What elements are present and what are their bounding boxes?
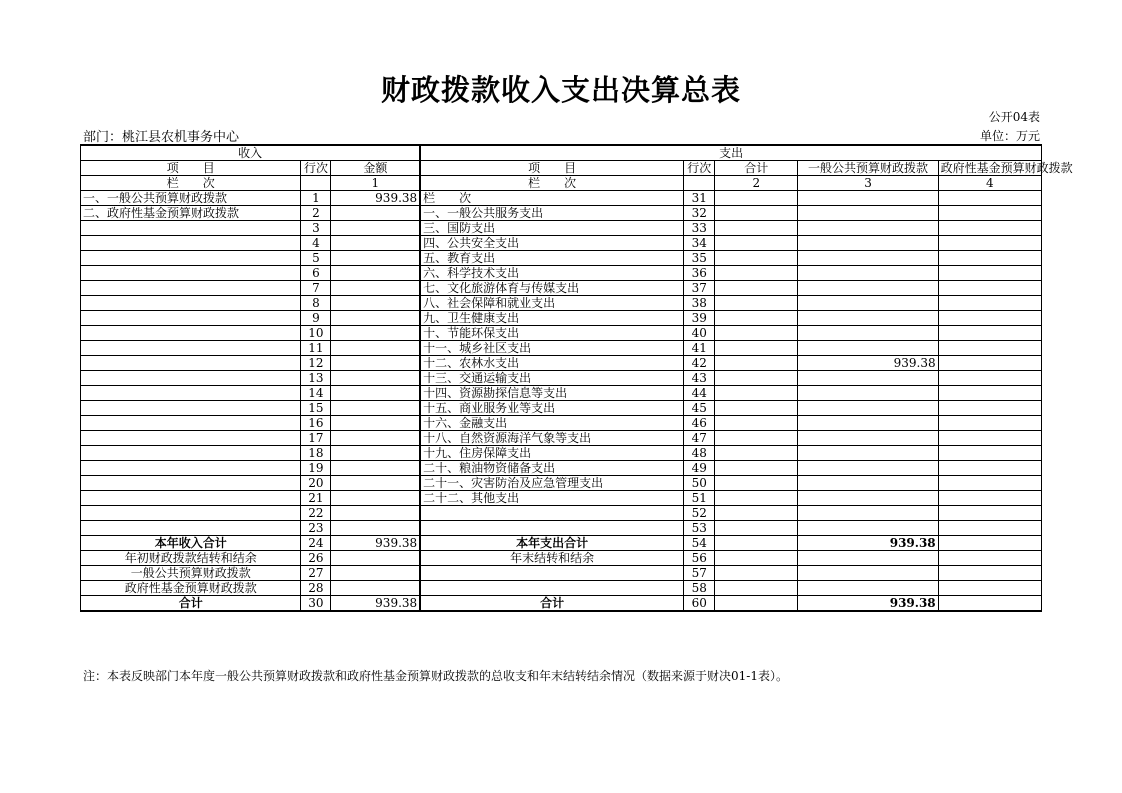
income-amount — [331, 461, 420, 476]
table-row — [81, 401, 1042, 416]
expense-item: 年末结转和结余 — [420, 551, 684, 566]
income-row-no: 8 — [301, 296, 331, 311]
summary-row — [81, 596, 1042, 612]
expense-total — [715, 581, 798, 596]
table-row — [81, 266, 1042, 281]
general-budget-amount — [798, 476, 938, 491]
income-row-no: 4 — [301, 236, 331, 251]
expense-item: 二十一、灾害防治及应急管理支出 — [420, 476, 684, 491]
table-row — [81, 326, 1042, 341]
general-budget-amount — [798, 416, 938, 431]
gov-fund-amount — [938, 536, 1041, 551]
expense-item: 本年支出合计 — [420, 536, 684, 551]
expense-row-no: 35 — [684, 251, 715, 266]
general-budget-amount: 939.38 — [798, 356, 938, 371]
income-item — [81, 461, 301, 476]
general-budget-amount — [798, 341, 938, 356]
table-row — [81, 311, 1042, 326]
income-row-no: 3 — [301, 221, 331, 236]
income-row-no: 6 — [301, 266, 331, 281]
summary-row — [81, 566, 1042, 581]
gov-fund-amount — [938, 446, 1041, 461]
expense-row-no: 38 — [684, 296, 715, 311]
gov-fund-amount — [938, 236, 1041, 251]
income-item — [81, 506, 301, 521]
income-row-no: 22 — [301, 506, 331, 521]
header-row-section — [81, 145, 1042, 161]
expense-total — [715, 296, 798, 311]
expense-item: 十五、商业服务业等支出 — [420, 401, 684, 416]
gov-fund-amount — [938, 221, 1041, 236]
income-item — [81, 311, 301, 326]
expense-row-no: 50 — [684, 476, 715, 491]
income-item — [81, 446, 301, 461]
income-item — [81, 296, 301, 311]
income-amount — [331, 221, 420, 236]
gov-fund-header: 政府性基金预算财政拨款 — [938, 161, 1041, 176]
expense-row-no: 49 — [684, 461, 715, 476]
gov-fund-amount — [938, 476, 1041, 491]
general-budget-amount — [798, 221, 938, 236]
income-amount — [331, 236, 420, 251]
general-budget-header: 一般公共预算财政拨款 — [798, 161, 938, 176]
income-amount — [331, 446, 420, 461]
general-budget-amount — [798, 311, 938, 326]
gov-fund-amount — [938, 251, 1041, 266]
column-2: 2 — [715, 176, 798, 191]
column-blank — [301, 176, 331, 191]
expense-item: 十三、交通运输支出 — [420, 371, 684, 386]
header-row-columns — [81, 161, 1042, 176]
table-row — [81, 521, 1042, 536]
income-amount — [331, 206, 420, 221]
income-item — [81, 356, 301, 371]
income-amount — [331, 311, 420, 326]
expense-total — [715, 536, 798, 551]
expense-total — [715, 416, 798, 431]
footnote: 注：本表反映部门本年度一般公共预算财政拨款和政府性基金预算财政拨款的总收支和年末结转结余情况（数据来源于财决01-1表）。 — [83, 669, 788, 683]
gov-fund-amount — [938, 311, 1041, 326]
income-amount — [331, 521, 420, 536]
expense-item: 五、教育支出 — [420, 251, 684, 266]
expense-rowno-header: 行次 — [684, 161, 715, 176]
expense-row-no: 53 — [684, 521, 715, 536]
expense-column-label: 栏 次 — [420, 176, 684, 191]
column-label: 栏 次 — [81, 176, 301, 191]
expense-total-header: 合计 — [715, 161, 798, 176]
general-budget-amount — [798, 281, 938, 296]
expense-total — [715, 356, 798, 371]
income-amount — [331, 356, 420, 371]
income-amount — [331, 251, 420, 266]
expense-item: 十八、自然资源海洋气象等支出 — [420, 431, 684, 446]
page-title: 财政拨款收入支出决算总表 — [380, 73, 741, 107]
expense-row-no: 41 — [684, 341, 715, 356]
gov-fund-amount — [938, 506, 1041, 521]
income-amount: 939.38 — [331, 596, 420, 612]
income-amount — [331, 506, 420, 521]
income-item-header: 项 目 — [81, 161, 301, 176]
expense-row-no: 45 — [684, 401, 715, 416]
gov-fund-amount — [938, 281, 1041, 296]
income-row-no: 7 — [301, 281, 331, 296]
column-number-row — [81, 176, 1042, 191]
income-row-no: 30 — [301, 596, 331, 612]
table-row — [81, 356, 1042, 371]
table-row — [81, 461, 1042, 476]
expense-item: 二十、粮油物资储备支出 — [420, 461, 684, 476]
expense-item: 十二、农林水支出 — [420, 356, 684, 371]
expense-row-no: 34 — [684, 236, 715, 251]
income-row-no: 27 — [301, 566, 331, 581]
general-budget-amount — [798, 461, 938, 476]
expense-row-no: 44 — [684, 386, 715, 401]
gov-fund-amount — [938, 551, 1041, 566]
income-row-no: 24 — [301, 536, 331, 551]
income-row-no: 11 — [301, 341, 331, 356]
column-3: 3 — [798, 176, 938, 191]
expense-item: 一、一般公共服务支出 — [420, 206, 684, 221]
table-row — [81, 341, 1042, 356]
expense-item: 合计 — [420, 596, 684, 612]
table-row — [81, 191, 1042, 206]
income-row-no: 19 — [301, 461, 331, 476]
gov-fund-amount — [938, 266, 1041, 281]
table-row — [81, 491, 1042, 506]
income-row-no: 20 — [301, 476, 331, 491]
general-budget-amount: 939.38 — [798, 596, 938, 612]
expense-total — [715, 341, 798, 356]
expense-total — [715, 446, 798, 461]
summary-row — [81, 551, 1042, 566]
expense-item-header: 项 目 — [420, 161, 684, 176]
income-header: 收入 — [81, 145, 421, 161]
gov-fund-amount — [938, 191, 1041, 206]
income-row-no: 9 — [301, 311, 331, 326]
income-amount — [331, 416, 420, 431]
expense-total — [715, 251, 798, 266]
expense-row-no: 33 — [684, 221, 715, 236]
gov-fund-amount — [938, 491, 1041, 506]
income-amount — [331, 341, 420, 356]
expense-item: 栏 次 — [420, 191, 684, 206]
income-amount — [331, 581, 420, 596]
summary-row — [81, 581, 1042, 596]
expense-row-no: 32 — [684, 206, 715, 221]
gov-fund-amount — [938, 326, 1041, 341]
column-blank — [684, 176, 715, 191]
table-row — [81, 506, 1042, 521]
table-row — [81, 251, 1042, 266]
income-amount: 939.38 — [331, 536, 420, 551]
income-item — [81, 386, 301, 401]
income-row-no: 28 — [301, 581, 331, 596]
income-row-no: 16 — [301, 416, 331, 431]
expense-total — [715, 521, 798, 536]
expense-total — [715, 401, 798, 416]
expense-total — [715, 221, 798, 236]
expense-total — [715, 281, 798, 296]
income-amount — [331, 326, 420, 341]
gov-fund-amount — [938, 401, 1041, 416]
income-amount — [331, 401, 420, 416]
unit-label: 单位：万元 — [979, 129, 1040, 143]
table-row — [81, 221, 1042, 236]
table-row — [81, 371, 1042, 386]
income-item — [81, 521, 301, 536]
general-budget-amount — [798, 401, 938, 416]
expense-item — [420, 506, 684, 521]
income-item — [81, 221, 301, 236]
income-amount — [331, 371, 420, 386]
table-row — [81, 416, 1042, 431]
expense-total — [715, 476, 798, 491]
general-budget-amount — [798, 551, 938, 566]
gov-fund-amount — [938, 206, 1041, 221]
expense-total — [715, 596, 798, 612]
general-budget-amount — [798, 326, 938, 341]
income-item — [81, 326, 301, 341]
table-row — [81, 206, 1042, 221]
gov-fund-amount — [938, 386, 1041, 401]
expense-item: 十一、城乡社区支出 — [420, 341, 684, 356]
income-item — [81, 251, 301, 266]
expense-item: 七、文化旅游体育与传媒支出 — [420, 281, 684, 296]
income-amount — [331, 491, 420, 506]
expense-row-no: 31 — [684, 191, 715, 206]
expense-row-no: 57 — [684, 566, 715, 581]
income-item: 合计 — [81, 596, 301, 612]
income-item — [81, 281, 301, 296]
income-row-no: 15 — [301, 401, 331, 416]
table-row — [81, 446, 1042, 461]
expense-row-no: 54 — [684, 536, 715, 551]
gov-fund-amount — [938, 356, 1041, 371]
income-item: 本年收入合计 — [81, 536, 301, 551]
gov-fund-amount — [938, 296, 1041, 311]
expense-row-no: 52 — [684, 506, 715, 521]
income-item: 一般公共预算财政拨款 — [81, 566, 301, 581]
table-row — [81, 431, 1042, 446]
expense-row-no: 37 — [684, 281, 715, 296]
gov-fund-amount — [938, 416, 1041, 431]
gov-fund-amount — [938, 371, 1041, 386]
general-budget-amount — [798, 581, 938, 596]
income-item: 一、一般公共预算财政拨款 — [81, 191, 301, 206]
general-budget-amount — [798, 566, 938, 581]
expense-item: 三、国防支出 — [420, 221, 684, 236]
expense-total — [715, 386, 798, 401]
income-item: 政府性基金预算财政拨款 — [81, 581, 301, 596]
income-item — [81, 476, 301, 491]
column-1: 1 — [331, 176, 420, 191]
general-budget-amount — [798, 296, 938, 311]
expense-total — [715, 206, 798, 221]
income-amount — [331, 551, 420, 566]
general-budget-amount — [798, 431, 938, 446]
gov-fund-amount — [938, 581, 1041, 596]
general-budget-amount — [798, 251, 938, 266]
expense-row-no: 58 — [684, 581, 715, 596]
income-amount-header: 金额 — [331, 161, 420, 176]
expense-total — [715, 371, 798, 386]
expense-row-no: 46 — [684, 416, 715, 431]
income-amount — [331, 476, 420, 491]
income-row-no: 10 — [301, 326, 331, 341]
expense-total — [715, 326, 798, 341]
general-budget-amount — [798, 491, 938, 506]
expense-header: 支出 — [420, 145, 1041, 161]
income-item — [81, 236, 301, 251]
general-budget-amount — [798, 506, 938, 521]
column-4: 4 — [938, 176, 1041, 191]
income-row-no: 12 — [301, 356, 331, 371]
general-budget-amount — [798, 446, 938, 461]
general-budget-amount: 939.38 — [798, 536, 938, 551]
income-amount — [331, 296, 420, 311]
expense-total — [715, 566, 798, 581]
general-budget-amount — [798, 266, 938, 281]
income-item — [81, 491, 301, 506]
general-budget-amount — [798, 236, 938, 251]
income-item — [81, 401, 301, 416]
table-row — [81, 476, 1042, 491]
expense-item: 十九、住房保障支出 — [420, 446, 684, 461]
expense-row-no: 39 — [684, 311, 715, 326]
income-item — [81, 341, 301, 356]
expense-row-no: 42 — [684, 356, 715, 371]
table-row — [81, 281, 1042, 296]
expense-total — [715, 461, 798, 476]
expense-item: 二十二、其他支出 — [420, 491, 684, 506]
income-rowno-header: 行次 — [301, 161, 331, 176]
summary-row — [81, 536, 1042, 551]
income-item: 年初财政拨款结转和结余 — [81, 551, 301, 566]
expense-row-no: 56 — [684, 551, 715, 566]
income-row-no: 17 — [301, 431, 331, 446]
expense-total — [715, 506, 798, 521]
gov-fund-amount — [938, 596, 1041, 612]
general-budget-amount — [798, 521, 938, 536]
table-row — [81, 296, 1042, 311]
expense-item: 十、节能环保支出 — [420, 326, 684, 341]
income-row-no: 1 — [301, 191, 331, 206]
budget-summary-table — [80, 144, 1073, 612]
table-row — [81, 236, 1042, 251]
expense-row-no: 36 — [684, 266, 715, 281]
general-budget-amount — [798, 191, 938, 206]
income-row-no: 23 — [301, 521, 331, 536]
income-item — [81, 416, 301, 431]
general-budget-amount — [798, 206, 938, 221]
income-row-no: 18 — [301, 446, 331, 461]
income-amount — [331, 386, 420, 401]
department-label: 部门：桃江县农机事务中心 — [83, 130, 240, 145]
form-code: 公开04表 — [988, 110, 1040, 124]
expense-total — [715, 266, 798, 281]
expense-item: 八、社会保障和就业支出 — [420, 296, 684, 311]
general-budget-amount — [798, 371, 938, 386]
expense-item — [420, 566, 684, 581]
income-amount — [331, 566, 420, 581]
income-item — [81, 371, 301, 386]
expense-row-no: 43 — [684, 371, 715, 386]
expense-total — [715, 191, 798, 206]
income-row-no: 26 — [301, 551, 331, 566]
gov-fund-amount — [938, 341, 1041, 356]
expense-row-no: 48 — [684, 446, 715, 461]
expense-item — [420, 521, 684, 536]
expense-item: 六、科学技术支出 — [420, 266, 684, 281]
expense-item — [420, 581, 684, 596]
expense-total — [715, 311, 798, 326]
expense-item: 四、公共安全支出 — [420, 236, 684, 251]
expense-total — [715, 236, 798, 251]
income-item — [81, 431, 301, 446]
expense-total — [715, 431, 798, 446]
expense-total — [715, 551, 798, 566]
expense-row-no: 47 — [684, 431, 715, 446]
income-row-no: 14 — [301, 386, 331, 401]
income-row-no: 13 — [301, 371, 331, 386]
income-item: 二、政府性基金预算财政拨款 — [81, 206, 301, 221]
income-row-no: 2 — [301, 206, 331, 221]
expense-item: 九、卫生健康支出 — [420, 311, 684, 326]
gov-fund-amount — [938, 431, 1041, 446]
gov-fund-amount — [938, 461, 1041, 476]
income-row-no: 21 — [301, 491, 331, 506]
gov-fund-amount — [938, 566, 1041, 581]
income-amount: 939.38 — [331, 191, 420, 206]
gov-fund-amount — [938, 521, 1041, 536]
income-amount — [331, 266, 420, 281]
income-amount — [331, 281, 420, 296]
general-budget-amount — [798, 386, 938, 401]
expense-total — [715, 491, 798, 506]
expense-row-no: 40 — [684, 326, 715, 341]
expense-row-no: 60 — [684, 596, 715, 612]
income-item — [81, 266, 301, 281]
table-row — [81, 386, 1042, 401]
expense-item: 十六、金融支出 — [420, 416, 684, 431]
income-row-no: 5 — [301, 251, 331, 266]
expense-row-no: 51 — [684, 491, 715, 506]
expense-item: 十四、资源勘探信息等支出 — [420, 386, 684, 401]
income-amount — [331, 431, 420, 446]
